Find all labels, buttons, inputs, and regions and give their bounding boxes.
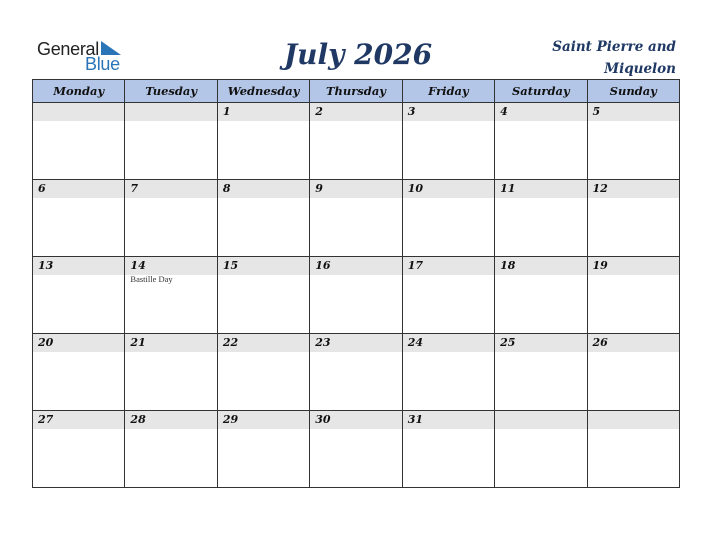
week-row bbox=[33, 411, 680, 488]
day-number: 15 bbox=[218, 257, 309, 275]
day-number: 20 bbox=[33, 334, 124, 352]
day-number: 26 bbox=[588, 334, 679, 352]
day-cell bbox=[125, 257, 217, 334]
week-row bbox=[33, 180, 680, 257]
day-number bbox=[588, 411, 679, 429]
day-cell bbox=[217, 411, 309, 488]
weekday-header: Friday bbox=[402, 80, 494, 103]
logo-general-text: General bbox=[37, 39, 99, 59]
weekday-header: Monday bbox=[33, 80, 125, 103]
region-line-1: Saint Pierre and bbox=[552, 39, 676, 55]
day-cell bbox=[495, 411, 587, 488]
region-name bbox=[496, 36, 676, 80]
week-row bbox=[33, 334, 680, 411]
day-number: 2 bbox=[310, 103, 401, 121]
weekday-header: Tuesday bbox=[125, 80, 217, 103]
logo-blue-text: Blue bbox=[85, 54, 120, 74]
weekday-header: Sunday bbox=[587, 80, 679, 103]
day-number: 21 bbox=[125, 334, 216, 352]
brand-logo bbox=[37, 38, 137, 74]
day-cell bbox=[587, 411, 679, 488]
day-number bbox=[125, 103, 216, 121]
day-cell bbox=[495, 180, 587, 257]
day-cell bbox=[495, 257, 587, 334]
weekday-header: Wednesday bbox=[217, 80, 309, 103]
day-cell bbox=[217, 103, 309, 180]
calendar-title: July 2026 bbox=[283, 38, 433, 71]
day-cell bbox=[587, 257, 679, 334]
day-number: 7 bbox=[125, 180, 216, 198]
day-cell bbox=[125, 334, 217, 411]
day-number: 17 bbox=[403, 257, 494, 275]
day-number: 31 bbox=[403, 411, 494, 429]
weekday-header: Thursday bbox=[310, 80, 402, 103]
day-number: 3 bbox=[403, 103, 494, 121]
day-cell bbox=[310, 334, 402, 411]
day-number: 8 bbox=[218, 180, 309, 198]
day-number: 16 bbox=[310, 257, 401, 275]
day-cell bbox=[310, 411, 402, 488]
day-number: 13 bbox=[33, 257, 124, 275]
calendar-grid bbox=[32, 79, 680, 488]
day-cell bbox=[587, 180, 679, 257]
day-cell bbox=[33, 257, 125, 334]
day-number: 30 bbox=[310, 411, 401, 429]
day-cell bbox=[310, 103, 402, 180]
day-cell bbox=[587, 103, 679, 180]
day-cell bbox=[33, 103, 125, 180]
day-cell bbox=[217, 180, 309, 257]
holiday-label: Bastille Day bbox=[130, 274, 173, 284]
day-cell bbox=[402, 257, 494, 334]
day-cell bbox=[125, 103, 217, 180]
day-cell bbox=[33, 411, 125, 488]
day-number: 28 bbox=[125, 411, 216, 429]
day-number bbox=[495, 411, 586, 429]
day-cell bbox=[402, 411, 494, 488]
day-cell bbox=[495, 334, 587, 411]
day-cell bbox=[402, 180, 494, 257]
day-cell bbox=[495, 103, 587, 180]
region-line-2: Miquelon bbox=[604, 61, 676, 77]
day-number: 23 bbox=[310, 334, 401, 352]
day-cell bbox=[125, 411, 217, 488]
day-cell bbox=[33, 180, 125, 257]
week-row bbox=[33, 257, 680, 334]
day-number: 29 bbox=[218, 411, 309, 429]
day-number: 5 bbox=[588, 103, 679, 121]
day-number: 9 bbox=[310, 180, 401, 198]
day-number: 4 bbox=[495, 103, 586, 121]
day-cell bbox=[33, 334, 125, 411]
day-number: 27 bbox=[33, 411, 124, 429]
day-number: 19 bbox=[588, 257, 679, 275]
calendar-body bbox=[33, 103, 680, 488]
day-cell bbox=[402, 334, 494, 411]
weekday-header-row bbox=[33, 80, 680, 103]
day-number: 10 bbox=[403, 180, 494, 198]
day-cell bbox=[217, 257, 309, 334]
day-number: 18 bbox=[495, 257, 586, 275]
day-number bbox=[33, 103, 124, 121]
weekday-header: Saturday bbox=[495, 80, 587, 103]
day-cell bbox=[310, 180, 402, 257]
day-cell bbox=[310, 257, 402, 334]
day-number: 1 bbox=[218, 103, 309, 121]
day-number: 22 bbox=[218, 334, 309, 352]
week-row bbox=[33, 103, 680, 180]
day-cell bbox=[125, 180, 217, 257]
day-number: 24 bbox=[403, 334, 494, 352]
day-cell bbox=[217, 334, 309, 411]
day-number: 11 bbox=[495, 180, 586, 198]
day-number: 12 bbox=[588, 180, 679, 198]
logo-triangle-icon bbox=[101, 41, 121, 55]
day-number: 6 bbox=[33, 180, 124, 198]
day-cell bbox=[587, 334, 679, 411]
day-number: 14 bbox=[125, 257, 216, 275]
day-number: 25 bbox=[495, 334, 586, 352]
day-cell bbox=[402, 103, 494, 180]
